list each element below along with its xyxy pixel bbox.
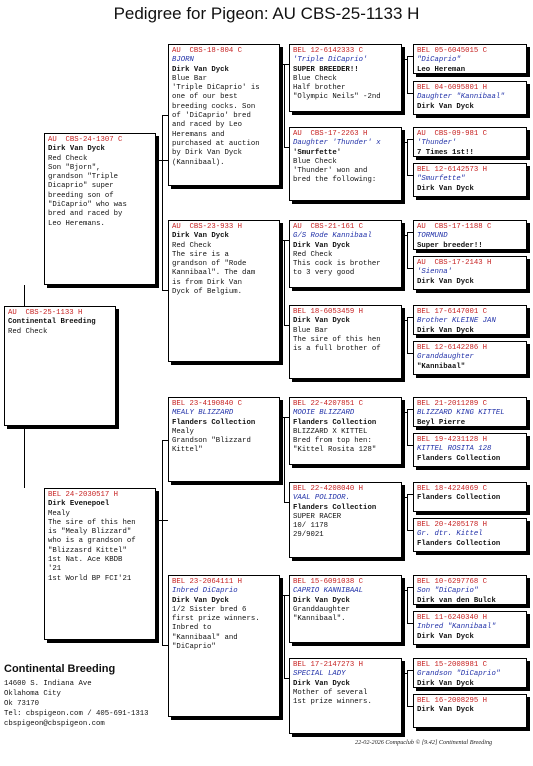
ring-number: BEL 21-2011289 C [417,400,488,408]
gen5-card[interactable] [413,44,527,74]
detail-line: Dirk Van Dyck [417,632,474,641]
detail-line: Bred from top hen: [293,437,372,446]
detail-line: Heremans and [172,130,225,139]
connector-line [162,440,163,520]
breeder-info [4,663,174,729]
ring-number: BEL 22-4207851 C [293,400,364,408]
detail-line: 10/ 1178 [293,522,329,531]
detail-line: Dirk Van Dyck [48,145,105,154]
detail-line: (Kannibaal). [172,158,225,167]
detail-line: by Dirk Van Dyck [172,149,243,158]
detail-line: "DiCaprio" [172,643,216,652]
ring-number: BEL 15-2008981 C [417,661,488,669]
detail-line: is from Dirk Van [172,278,243,287]
gen4-card[interactable] [289,220,402,288]
ring-number: BEL 11-6240340 H [417,614,488,622]
breeder-line: Oklahoma City [4,690,61,698]
ring-number: BEL 17-2147273 H [293,661,364,669]
detail-line: one of our best [172,93,238,102]
gen4-card[interactable] [289,482,402,558]
ring-number: BEL 04-6095801 H [417,84,488,92]
gen4-card[interactable] [289,127,402,201]
detail-line: Flanders Collection [293,503,377,512]
detail-line: Half brother [293,84,346,93]
ring-number: BEL 17-6147001 C [417,308,488,316]
detail-line: "Kannibaal" and [172,633,238,642]
detail-line: to 3 very good [293,269,355,278]
detail-line: Flanders Collection [293,418,377,427]
detail-line: "Kittel Rosita 128" [293,446,377,455]
detail-line: BLIZZARD X KITTEL [293,427,368,436]
detail-line: Dicaprio" super [48,182,114,191]
detail-line: grandson of "Rode [172,260,247,269]
detail-line: The sire of this hen [293,335,381,344]
detail-line: The sire of this hen [48,518,136,527]
bird-name: CAPRIO KANNIBAAL [293,587,364,596]
detail-line: Blue Bar [293,326,329,335]
gen5-card[interactable] [413,341,527,375]
gen4-card[interactable] [289,305,402,379]
detail-line: Dyck of Belgium. [172,288,243,297]
ring-number: BEL 12-6142573 H [417,166,488,174]
ring-number: AU CBS-18-804 C [172,47,243,55]
detail-line: first prize winners. [172,615,260,624]
bird-name: MOOIE BLIZZARD [293,409,355,418]
detail-line: bred the following: [293,176,377,185]
gen5-card[interactable] [413,433,527,467]
bird-name: 'Sienna' [417,268,453,277]
detail-line: Dirk Evenepoel [48,500,110,509]
gen5-card[interactable] [413,694,527,728]
detail-line: 1/2 Sister bred 6 [172,605,247,614]
breeder-line: Tel: cbspigeon.com / 405-691-1313 [4,710,149,718]
detail-line: Beyl Pierre [417,418,466,427]
bird-name: 'Triple DiCaprio' [293,56,368,65]
detail-line: The sire is a [172,250,229,259]
subject-details [8,318,112,337]
detail-line: 1st World BP FCI'21 [48,574,132,583]
connector-line [407,587,408,623]
connector-line [162,160,163,290]
gen5-card[interactable] [413,575,527,605]
detail-line: Flanders Collection [417,454,501,463]
gen4-card[interactable] [289,658,402,734]
footer-stamp: 22-02-2026 Compuclub © [9.42] Continental Breeding [355,739,493,746]
detail-line: 1st prize winners. [293,698,372,707]
detail-line: 'Smurfette' [293,148,342,157]
bird-name: Gr. dtr. Kittel [417,530,483,539]
detail-line: Granddaughter [293,605,350,614]
subject-ring: AU CBS-25-1133 H [8,309,83,317]
gen5-card[interactable] [413,220,527,250]
connector-line [407,494,408,530]
detail-line: '21 [48,565,62,574]
connector-line [24,426,25,488]
detail-line: Dirk Van Dyck [417,679,474,688]
detail-line: Dirk Van Dyck [417,277,474,286]
page-title: Pedigree for Pigeon: AU CBS-25-1133 H [113,4,420,23]
detail-line: 1st Nat. Ace KBDB [48,556,123,565]
detail-line: Red Check [172,241,212,250]
bird-name: Daughter 'Thunder' x [293,139,381,148]
detail-line: "Blizzasrd Kittel" [48,546,127,555]
detail-line: Mealy [172,427,194,436]
gen3-card[interactable] [168,44,280,186]
detail-line: Flanders Collection [417,494,501,503]
sire-ring: AU CBS-24-1307 C [48,136,123,144]
connector-line [284,417,285,502]
detail-line: Dirk Van Dyck [417,184,474,193]
detail-line: who is a grandson of [48,537,136,546]
gen5-card[interactable] [413,305,527,335]
detail-line: Leo Hereman [417,65,466,74]
bird-name: MEALY BLIZZARD [172,409,234,418]
connector-line [407,56,408,93]
gen3-card[interactable] [168,575,280,717]
ring-number: BEL 18-4224069 C [417,485,488,493]
detail-line: purchased at auction [172,139,260,148]
breeder-line: 14600 S. Indiana Ave [4,680,92,688]
ring-number: BEL 12-6142333 C [293,47,364,55]
detail-line: bred and raced by [48,210,123,219]
connector-line [284,595,285,678]
detail-line: Kittel" [172,446,203,455]
connector-line [407,317,408,353]
breeder-line: Ok 73170 [4,700,40,708]
dam-ring: BEL 24-2030517 H [48,491,119,499]
connector-line [407,670,408,706]
bird-name: BLIZZARD KING KITTEL [417,409,505,418]
detail-line: Dirk van den Bulck [417,596,496,605]
bird-name: VAAL POLIDOR. [293,494,350,503]
bird-name: "Smurfette" [417,175,466,184]
detail-line: "DiCaprio" who was [48,201,127,210]
detail-line: Dirk Van Dyck [172,65,229,74]
ring-number: AU CBS-21-161 C [293,223,364,231]
gen5-card[interactable] [413,397,527,427]
detail-line: Mother of several [293,688,368,697]
detail-line: Dirk Van Dyck [172,232,229,241]
detail-line: "Kannibaal". [293,615,346,624]
detail-line: Red Check [293,250,333,259]
breeder-line: cbspigeon@cbspigeon.com [4,720,105,728]
bird-name: Brother KLEINE JAN [417,317,496,326]
subject-card[interactable] [4,306,116,426]
ring-number: AU CBS-23-933 H [172,223,243,231]
detail-line: Blue Check [293,157,337,166]
gen5-card[interactable] [413,482,527,512]
bird-name: Daughter "Kannibaal" [417,93,505,102]
detail-line: Flanders Collection [417,539,501,548]
detail-line: and raced by Leo [172,121,243,130]
gen5-card[interactable] [413,658,527,688]
gen3-card[interactable] [168,220,280,362]
ring-number: BEL 23-4190840 C [172,400,243,408]
gen5-card[interactable] [413,163,527,197]
bird-name: BJORN [172,56,194,65]
detail-line: Inbred to [172,624,212,633]
detail-line: of 'DiCaprio' bred [172,112,251,121]
ring-number: BEL 19-4231128 H [417,436,488,444]
bird-name: Grandson "DiCaprio" [417,670,501,679]
ring-number: AU CBS-17-2143 H [417,259,492,267]
detail-line: Mealy [48,509,70,518]
sire-card[interactable] [44,133,156,285]
detail-line: is a full brother of [293,345,381,354]
detail-line: This cock is brother [293,260,381,269]
gen5-card[interactable] [413,611,527,645]
detail-line: Dirk Van Dyck [417,326,474,335]
sire-details [48,145,152,229]
connector-line [407,139,408,175]
gen5-card[interactable] [413,81,527,115]
detail-line: Dirk Van Dyck [293,596,350,605]
ring-number: BEL 23-2064111 H [172,578,243,586]
ring-number: AU CBS-17-1188 C [417,223,492,231]
detail-line: Blue Check [293,74,337,83]
ring-number: AU CBS-17-2263 H [293,130,368,138]
detail-line: Continental Breeding [8,318,96,327]
ring-number: BEL 12-6142286 H [417,344,488,352]
ring-number: BEL 20-4205178 H [417,521,488,529]
dam-card[interactable] [44,488,156,640]
detail-line: 29/9021 [293,531,324,540]
gen3-card[interactable] [168,397,280,482]
bird-name: G/S Rode Kannibaal [293,232,372,241]
detail-line: Dirk Van Dyck [293,317,350,326]
connector-line [162,520,163,645]
bird-name: 'Thunder' [417,139,457,148]
breeder-address [4,679,174,729]
ring-number: BEL 18-6053459 H [293,308,364,316]
detail-line: 'Triple DiCaprio' is [172,84,260,93]
ring-number: BEL 15-6091038 C [293,578,364,586]
detail-line: Dirk Van Dyck [417,706,474,715]
connector-line [284,64,285,147]
detail-line: Dirk Van Dyck [417,102,474,111]
bird-name: Granddaughter [417,353,474,362]
connector-line [24,285,25,306]
detail-line: Son "Bjorn", [48,163,101,172]
gen5-card[interactable] [413,518,527,552]
gen5-card[interactable] [413,256,527,290]
connector-line [407,232,408,268]
connector-line [162,115,163,160]
bird-name: SPECIAL LADY [293,670,346,679]
detail-line: Dirk Van Dyck [293,679,350,688]
detail-line: breeding cocks. Son [172,102,256,111]
detail-line: "Olympic Neils" -2nd [293,93,381,102]
ring-number: BEL 05-6045015 C [417,47,488,55]
bird-name: TORMUND [417,232,448,241]
detail-line: breeding son of [48,191,114,200]
gen5-card[interactable] [413,127,527,157]
bird-name: KITTEL ROSITA 128 [417,445,492,454]
ring-number: AU CBS-09-981 C [417,130,488,138]
bird-name: Inbred "Kannibaal" [417,623,496,632]
detail-line: Grandson "Blizzard [172,437,251,446]
detail-line: SUPER RACER [293,512,342,521]
gen4-card[interactable] [289,575,402,643]
breeder-name: Continental Breeding [4,663,116,675]
connector-line [407,409,408,445]
detail-line: Flanders Collection [172,418,256,427]
gen4-card[interactable] [289,44,402,112]
detail-line: Dirk Van Dyck [293,241,350,250]
detail-line: 'Thunder' won and [293,167,368,176]
detail-line: Super breeder!! [417,241,483,250]
bird-name: "DiCaprio" [417,56,461,65]
bird-name: Son "DiCaprio" [417,587,479,596]
detail-line: Dirk Van Dyck [172,596,229,605]
detail-line: grandson "Triple [48,173,119,182]
detail-line: is "Mealy Blizzard" [48,528,132,537]
ring-number: BEL 10-6297768 C [417,578,488,586]
ring-number: BEL 16-2008295 H [417,697,488,705]
ring-number: BEL 22-4208040 H [293,485,364,493]
detail-line: Leo Heremans. [48,219,105,228]
dam-details [48,500,152,584]
detail-line: Red Check [48,154,88,163]
gen4-card[interactable] [289,397,402,465]
connector-line [284,240,285,325]
detail-line: "Kannibaal" [417,362,466,371]
detail-line: Red Check [8,327,48,336]
detail-line: Blue Bar [172,74,208,83]
detail-line: SUPER BREEDER!! [293,65,359,74]
detail-line: Kannibaal". The dam [172,269,256,278]
bird-name: Inbred DiCaprio [172,587,238,596]
detail-line: 7 Times 1st!! [417,148,474,157]
